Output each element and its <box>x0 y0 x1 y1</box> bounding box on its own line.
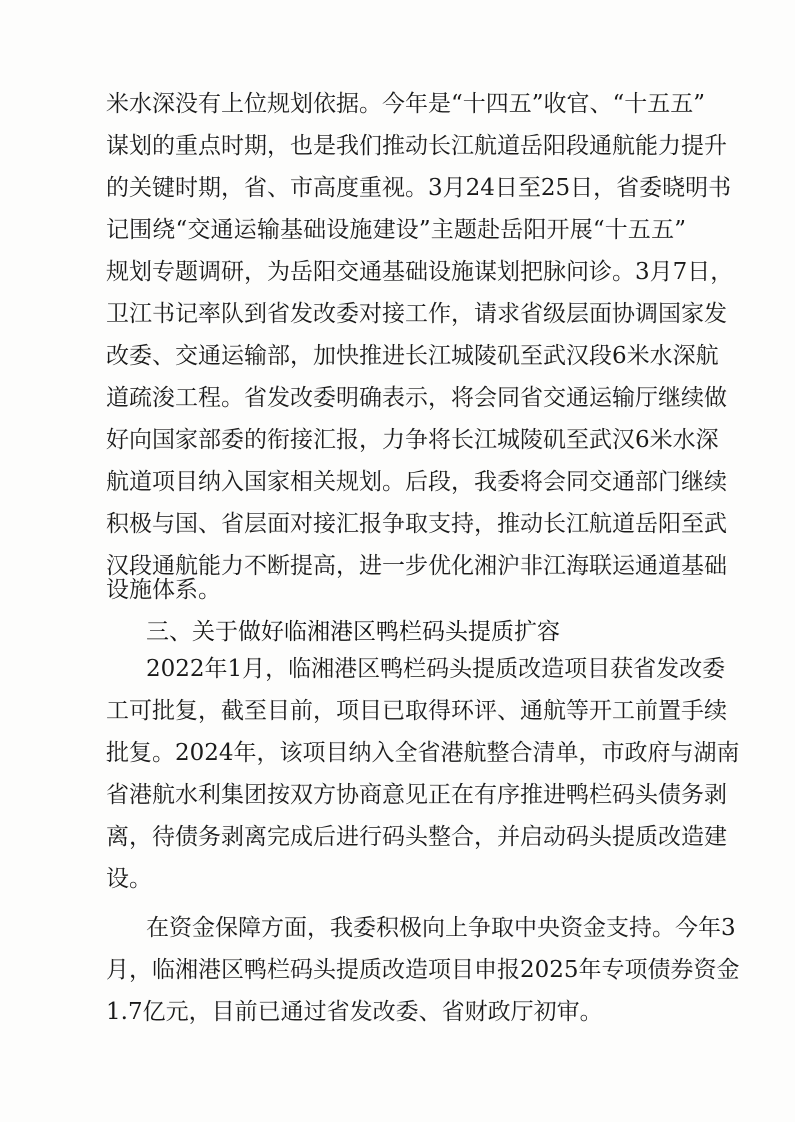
paragraph-2-line-3: 批复。2024年，该项目纳入全省港航整合清单，市政府与湖南 <box>106 740 740 766</box>
paragraph-1-line-13: 设施体系。 <box>106 577 221 603</box>
paragraph-3-line-2: 月，临湘港区鸭栏码头提质改造项目申报2025年专项债券资金 <box>106 957 740 983</box>
paragraph-1-line-12: 汉段通航能力不断提高，进一步优化湘沪非江海联运通道基础 <box>106 553 727 579</box>
paragraph-1-line-4: 记围绕“交通运输基础设施建设”主题赴岳阳开展“十五五” <box>106 217 686 243</box>
paragraph-1-line-1: 米水深没有上位规划依据。今年是“十四五”收官、“十五五” <box>106 91 706 117</box>
paragraph-1-line-8: 道疏浚工程。省发改委明确表示，将会同省交通运输厅继续做 <box>106 385 727 411</box>
paragraph-1-line-6: 卫江书记率队到省发改委对接工作，请求省级层面协调国家发 <box>106 301 727 327</box>
paragraph-2-line-2: 工可批复，截至目前，项目已取得环评、通航等开工前置手续 <box>106 698 727 724</box>
paragraph-1-line-9: 好向国家部委的衔接汇报，力争将长江城陵矶至武汉6米水深 <box>106 427 719 453</box>
paragraph-1-line-11: 积极与国、省层面对接汇报争取支持，推动长江航道岳阳至武 <box>106 511 727 537</box>
paragraph-2-line-5: 离，待债务剥离完成后进行码头整合，并启动码头提质改造建 <box>106 824 727 850</box>
paragraph-2-line-6: 设。 <box>106 866 152 892</box>
paragraph-1-line-3: 的关键时期，省、市高度重视。3月24日至25日，省委晓明书 <box>106 175 732 201</box>
paragraph-3-line-1: 在资金保障方面，我委积极向上争取中央资金支持。今年3 <box>146 915 736 941</box>
paragraph-2-line-1: 2022年1月，临湘港区鸭栏码头提质改造项目获省发改委 <box>146 656 726 682</box>
paragraph-1-line-5: 规划专题调研，为岳阳交通基础设施谋划把脉问诊。3月7日， <box>106 259 734 285</box>
paragraph-1-line-10: 航道项目纳入国家相关规划。后段，我委将会同交通部门继续 <box>106 469 727 495</box>
paragraph-1-line-7: 改委、交通运输部，加快推进长江城陵矶至武汉段6米水深航 <box>106 343 719 369</box>
section-heading-3: 三、关于做好临湘港区鸭栏码头提质扩容 <box>146 619 560 645</box>
paragraph-1-line-2: 谋划的重点时期，也是我们推动长江航道岳阳段通航能力提升 <box>106 133 727 159</box>
paragraph-2-line-4: 省港航水利集团按双方协商意见正在有序推进鸭栏码头债务剥 <box>106 782 727 808</box>
paragraph-3-line-3: 1.7亿元，目前已通过省发改委、省财政厅初审。 <box>106 999 603 1025</box>
